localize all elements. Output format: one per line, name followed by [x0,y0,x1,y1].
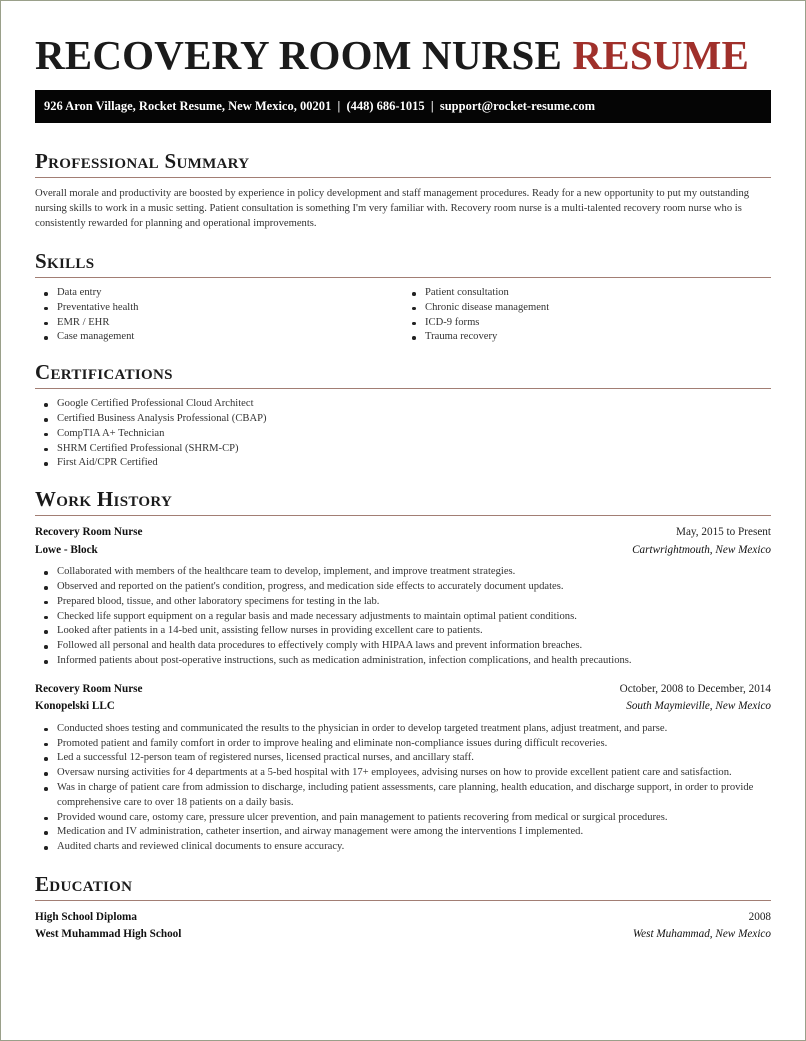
list-item: Followed all personal and health data procedures to effectively comply with HIPAA laws and prevent information breaches. [35,639,771,654]
job-title-row [35,681,771,699]
contact-bar [35,90,771,123]
section-divider [35,388,771,389]
skills-heading: Skills [35,249,95,273]
skills-section [35,248,771,345]
list-item: Data entry [35,286,403,301]
list-item: Chronic disease management [403,301,771,316]
title-main: RECOVERY ROOM NURSE [35,32,563,78]
work-section [35,486,771,855]
job-company-row [35,542,771,560]
education-year: 2008 [748,910,771,923]
list-item: Trauma recovery [403,330,771,345]
list-item: Audited charts and reviewed clinical documents to ensure accuracy. [35,840,771,855]
list-item: Checked life support equipment on a regular basis and made necessary adjustments to maintain optimal patient conditions. [35,610,771,625]
list-item: SHRM Certified Professional (SHRM-CP) [35,442,771,457]
education-school: West Muhammad High School [35,928,182,941]
summary-section [35,148,771,231]
job-bullets [35,722,771,855]
list-item: Google Certified Professional Cloud Architect [35,397,771,412]
resume-title [35,1,771,78]
education-heading: Education [35,871,133,896]
list-item: Prepared blood, tissue, and other laboratory specimens for testing in the lab. [35,595,771,610]
job-location: Cartwrightmouth, New Mexico [632,543,771,556]
section-divider [35,515,771,516]
list-item: Provided wound care, ostomy care, pressure ulcer prevention, and pain management to patients recovering from medical or surgical procedures. [35,811,771,826]
job-entry [35,681,771,855]
summary-text: Overall morale and productivity are boosted by experience in policy development and staff management procedures. Ready for a new opportunity to put my outstanding nursing skills to work in a music setting. Patient consultation is something I'm very familiar with. Recovery room nurse is a multi-talented recovery room nurse who is consistently rewarded for planning and operational improvements. [35,188,750,229]
education-school-row [35,926,771,944]
education-degree: High School Diploma [35,910,137,923]
title-accent: RESUME [572,32,750,78]
list-item: EMR / EHR [35,316,403,331]
work-heading: Work History [35,487,173,512]
section-divider [35,900,771,901]
list-item: CompTIA A+ Technician [35,427,771,442]
list-item: Informed patients about post-operative instructions, such as medication administration, infection complications, and health precautions. [35,654,771,669]
list-item: Medication and IV administration, catheter insertion, and airway management were among the interventions I implemented. [35,825,771,840]
education-location: West Muhammad, New Mexico [632,928,771,941]
certifications-heading: Certifications [35,360,173,385]
skills-list-right [403,286,771,345]
list-item: Observed and reported on the patient's condition, progress, and medication side effects to accurately document updates. [35,580,771,595]
list-item: Was in charge of patient care from admission to discharge, including patient assessments, care planning, health education, and discharge support, in order to provide comprehensive care to over 18 patients on a daily basis. [35,781,771,811]
skills-grid [35,286,771,345]
skills-list-left [35,286,403,345]
job-entry [35,524,771,669]
education-section [35,871,771,944]
job-bullets [35,565,771,669]
list-item: Preventative health [35,301,403,316]
list-item: Conducted shoes testing and communicated the results to the physician in order to develop targeted treatment plans, adjust treatment, and parse. [35,722,771,737]
contact-info: 926 Aron Village, Rocket Resume, New Mexico, 00201 | (448) 686-1015 | support@rocket-resume.com [44,99,596,113]
job-role: Recovery Room Nurse [35,526,143,539]
job-dates: October, 2008 to December, 2014 [619,682,771,695]
summary-heading: Professional Summary [35,149,250,173]
list-item: Case management [35,330,403,345]
list-item: ICD-9 forms [403,316,771,331]
certifications-list [35,397,771,471]
education-entry [35,909,771,944]
list-item: Certified Business Analysis Professional (CBAP) [35,412,771,427]
list-item: Promoted patient and family comfort in order to improve healing and eliminate non-compliance issues during difficult recoveries. [35,737,771,752]
job-role: Recovery Room Nurse [35,682,143,695]
job-company-row [35,698,771,716]
list-item: Oversaw nursing activities for 4 departments at a 5-bed hospital with 17+ employees, advising nurses on how to provide excellent patient care and satisfaction. [35,766,771,781]
list-item: Led a successful 12-person team of registered nurses, licensed practical nurses, and ancillary staff. [35,751,771,766]
job-company: Lowe - Block [35,543,98,556]
section-divider [35,277,771,278]
list-item: Looked after patients in a 14-bed unit, assisting fellow nurses in providing excellent care to patients. [35,624,771,639]
list-item: Collaborated with members of the healthcare team to develop, implement, and improve treatment strategies. [35,565,771,580]
section-divider [35,177,771,178]
list-item: First Aid/CPR Certified [35,456,771,471]
job-title-row [35,524,771,542]
job-company: Konopelski LLC [35,700,115,713]
job-dates: May, 2015 to Present [676,526,771,539]
list-item: Patient consultation [403,286,771,301]
certifications-section [35,359,771,471]
job-location: South Maymieville, New Mexico [626,700,771,713]
education-degree-row [35,909,771,927]
